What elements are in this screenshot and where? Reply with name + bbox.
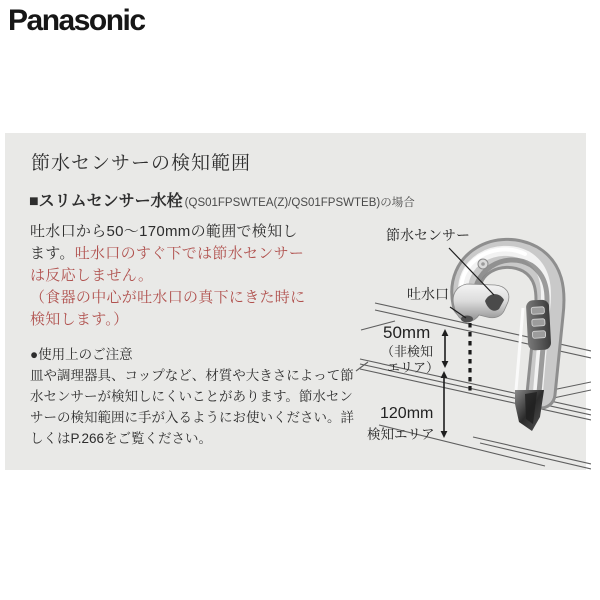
notes-line-3: サーの検知範囲に手が入るようにお使いください。詳 [30,410,354,425]
non-detection-caption-line2: エリア） [387,360,440,375]
info-panel [5,133,586,470]
non-detection-caption-line1: （非検知 [381,344,434,359]
desc-line-2-black: ます。 [30,245,75,262]
non-detection-range-arrow [442,329,449,368]
detection-description [30,221,305,331]
desc-line-4: （食器の中心が吐水口の真下にきた時に [30,289,306,306]
notes-line-4: しくはP.266をご覧ください。 [30,431,213,446]
section-title: 節水センサーの検知範囲 [31,153,252,174]
panasonic-logo: Panasonic [8,4,145,37]
notes-line-1: 皿や調理器具、コップなど、材質や大きさによって節 [30,368,354,383]
product-model-numbers: (QS01FPSWTEA(Z)/QS01FPSWTEB)の場合 [184,197,415,209]
product-subheading: ■スリムセンサー水栓 [29,193,183,210]
spout-opening [461,316,473,323]
detection-distance-value: 120mm [380,405,434,422]
notes-line-2: 水センサーが検知しにくいことがあります。節水セン [30,389,353,404]
detection-range-arrow [441,371,448,438]
desc-line-2-red: 吐水口のすぐ下では節水センサー [74,245,305,262]
sensor-label: 節水センサー [386,227,470,243]
faucet-buttons [526,299,552,350]
usage-notes [30,344,354,449]
product-subtitle [29,188,415,211]
non-detection-distance-value: 50mm [383,323,431,342]
notes-heading: ●使用上のご注意 [30,347,133,362]
detection-area-caption: 検知エリア [367,427,435,442]
faucet-illustration [453,249,551,431]
spout-label: 吐水口 [407,286,449,302]
desc-line-5: 検知します。） [30,311,129,328]
desc-line-2 [30,243,305,265]
desc-line-3: は反応しません。 [30,267,154,284]
desc-line-1: 吐水口から50〜170mmの範囲で検知し [30,223,298,240]
